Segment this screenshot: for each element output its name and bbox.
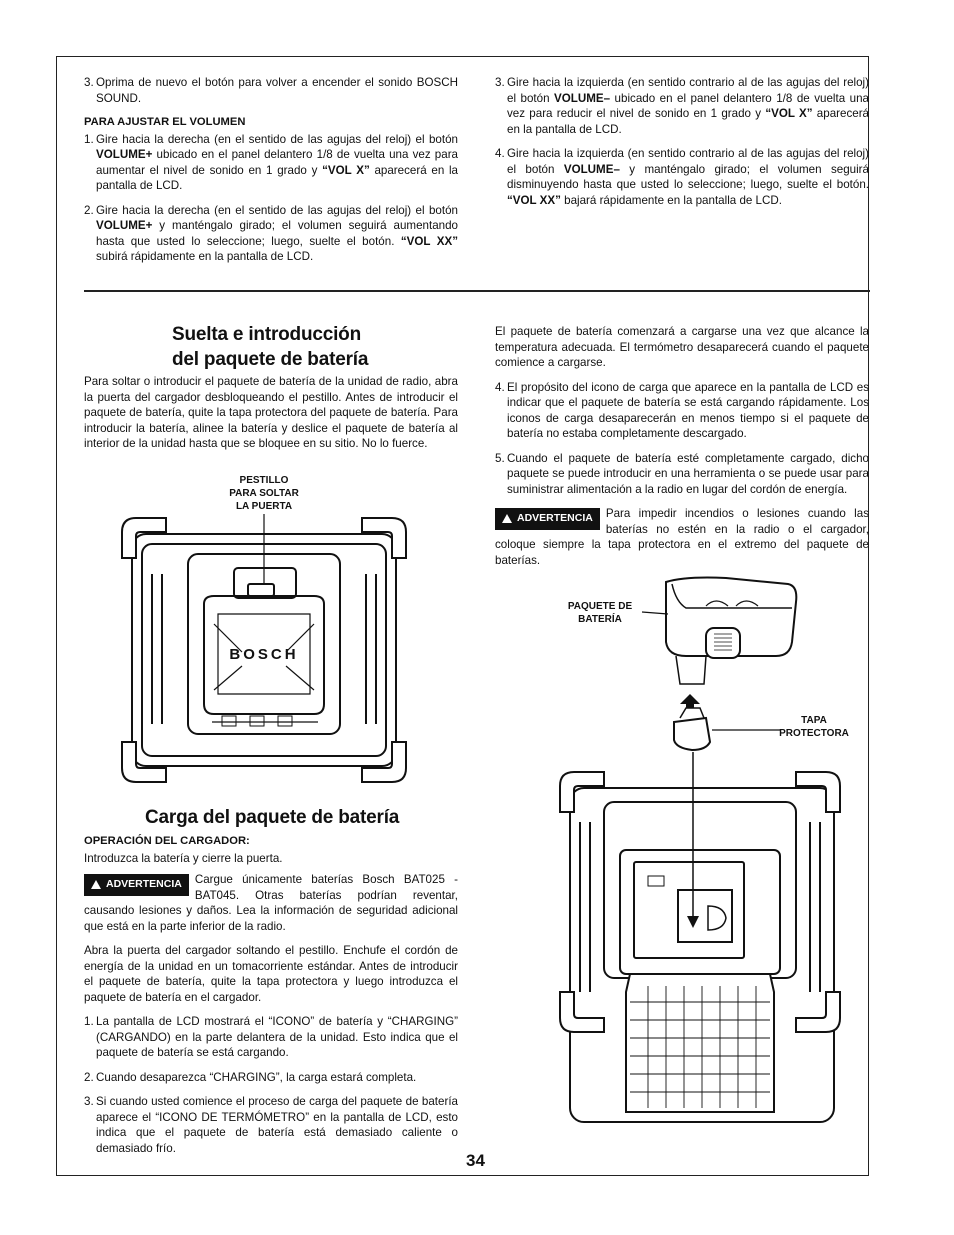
list-item: 5. Cuando el paquete de batería esté completamente cargado, dicho paquete se puede introducir en una herramienta o se puede usar para suministrar alimentación a la radio en lugar del cordón de energía. [495, 451, 869, 496]
warning-icon [502, 514, 512, 523]
bosch-logo: BOSCH [229, 646, 299, 663]
list-item: 1. La pantalla de LCD mostrará el “ICONO” de batería y “CHARGING” (CARGANDO) en la parte delantera de la unidad. Esto indica que el paquete de batería se está cargando. [84, 1015, 458, 1059]
figure-label-battery-pack: PAQUETE DE BATERÍA [567, 601, 633, 625]
section-divider [84, 290, 870, 292]
figure-label-latch: PESTILLO PARA SOLTAR LA PUERTA [229, 475, 299, 512]
list-item-text: Oprima de nuevo el botón para volver a encender el sonido BOSCH SOUND. [96, 76, 458, 105]
battery-charging-figure [556, 572, 844, 1142]
section-subheading: OPERACIÓN DEL CARGADOR: [84, 835, 250, 847]
list-item: 3. Si cuando usted comience el proceso de carga del paquete de batería aparece el “ICONO DE TERMÓMETRO” en la pantalla de LCD, esto indica que el paquete de batería está demasiado caliente o demasiado frío. [84, 1095, 458, 1155]
list-item: 3. Oprima de nuevo el botón para volver a encender el sonido BOSCH SOUND. [84, 76, 458, 105]
warning-icon [91, 880, 101, 889]
section-subheading: PARA AJUSTAR EL VOLUMEN [84, 116, 246, 128]
list-item: 3. Gire hacia la izquierda (en sentido contrario al de las agujas del reloj) el botón VOLUME– ubicado en el panel delantero 1/8 de vuelta una vez para reducir el nivel de sonido en 1 grado y “VOL X” aparecerá en la pantalla de LCD. [495, 76, 870, 136]
list-item: 1. Gire hacia la derecha (en el sentido de las agujas del reloj) el botón VOLUME+ ubicado en el panel delantero 1/8 de vuelta una vez para aumentar el nivel de sonido en 1 grado y “VOL X” aparecerá en la pantalla de LCD. [84, 132, 458, 192]
page-number: 34 [466, 1151, 485, 1170]
list-item: 2. Gire hacia la derecha (en el sentido de las agujas del reloj) el botón VOLUME+ y manténgalo girado; el volumen seguirá aumentando hasta que usted lo seleccione; luego, suelte el botón. “VOL XX” subirá rápidamente en la pantalla de LCD. [84, 203, 459, 263]
section2-body: OPERACIÓN DEL CARGADOR: Introduzca la batería y cierre la puerta. ADVERTENCIA Cargue únicamente baterías Bosch BAT025 - BAT045. Otras baterías podrían reventar, causando lesiones y daños. Lea la información de seguridad adicional que está en la parte inferior de la radio. Abra la puerta del cargador soltando el pestillo. Enchufe el cordón de energía de la unidad en un tomacorriente estándar. Antes de introducir el paquete de batería, quite la tapa protectora y luego introduzca el paquete de batería en el cargador. 1. La pantalla de LCD mostrará el “ICONO” de batería y “CHARGING” (CARGANDO) en la parte delantera de la unidad. Esto indica que el paquete de batería se está cargando. 2. Cuando desaparezca “CHARGING”, la carga estará completa. 3. Si cuando usted comience el proceso de carga del paquete de batería aparece el “ICONO DE TERMÓMETRO” en la pantalla de LCD, esto indica que el paquete de batería está demasiado caliente o demasiado frío. [84, 835, 458, 1155]
section1-body: Para soltar o introducir el paquete de batería de la unidad de radio, abra la puerta del cargador desbloqueando el pestillo. Antes de introducir el paquete de batería, quite la tapa protectora del paquete de batería. Para introducir la batería, alinee la batería y deslice el paquete de batería al interior de la unidad hasta que se bloquee en su sitio. No lo fuerce. [84, 375, 458, 450]
warning-badge: ADVERTENCIA [495, 508, 600, 530]
top-left-column [84, 75, 458, 274]
top-right-column [495, 75, 869, 217]
right-column-body: El paquete de batería comenzará a cargarse una vez que alcance la temperatura adecuada. El termómetro desaparecerá cuando el paquete comience a cargarse. 4. El propósito del icono de carga que aparece en la pantalla de LCD es indicar que el paquete de batería se está cargando rápidamente. Los iconos de carga desaparecerán en menos tiempo si el paquete de batería no estaba completamente descargado. 5. Cuando el paquete de batería esté completamente cargado, dicho paquete se puede introducir en una herramienta o se puede usar para suministrar alimentación a la radio en lugar del cordón de energía. ADVERTENCIA Para impedir incendios o lesiones cuando las baterías no estén en la radio o el cargador, coloque siempre la tapa protectora en el extremo del paquete de baterías. [495, 325, 869, 567]
warning-badge: ADVERTENCIA [84, 874, 189, 896]
list-item: 4. El propósito del icono de carga que aparece en la pantalla de LCD es indicar que el paquete de batería se está cargando rápidamente. Los iconos de carga desaparecerán en menos tiempo si el paquete de batería no estaba completamente descargado. [495, 380, 869, 440]
section-title: Carga del paquete de batería [145, 807, 400, 828]
radio-front-figure [118, 514, 410, 786]
figure-label-protective-cap: TAPA PROTECTORA [779, 715, 849, 739]
warning-block: ADVERTENCIA Para impedir incendios o lesiones cuando las baterías no estén en la radio o el cargador, coloque siempre la tapa protectora en el extremo del paquete de baterías. [495, 507, 869, 567]
warning-block: ADVERTENCIA Cargue únicamente baterías Bosch BAT025 - BAT045. Otras baterías podrían reventar, causando lesiones y daños. Lea la información de seguridad adicional que está en la parte inferior de la radio. [84, 873, 458, 933]
list-item: 2. Cuando desaparezca “CHARGING”, la carga estará completa. [84, 1070, 417, 1084]
section-title: Suelta e introducción del paquete de batería [172, 324, 369, 370]
list-item: 4. Gire hacia la izquierda (en sentido contrario al de las agujas del reloj) el botón VOLUME– y manténgalo girado; el volumen seguirá disminuyendo hasta que usted lo seleccione; luego, suelte el botón. “VOL XX” bajará rápidamente en la pantalla de LCD. [495, 147, 869, 207]
